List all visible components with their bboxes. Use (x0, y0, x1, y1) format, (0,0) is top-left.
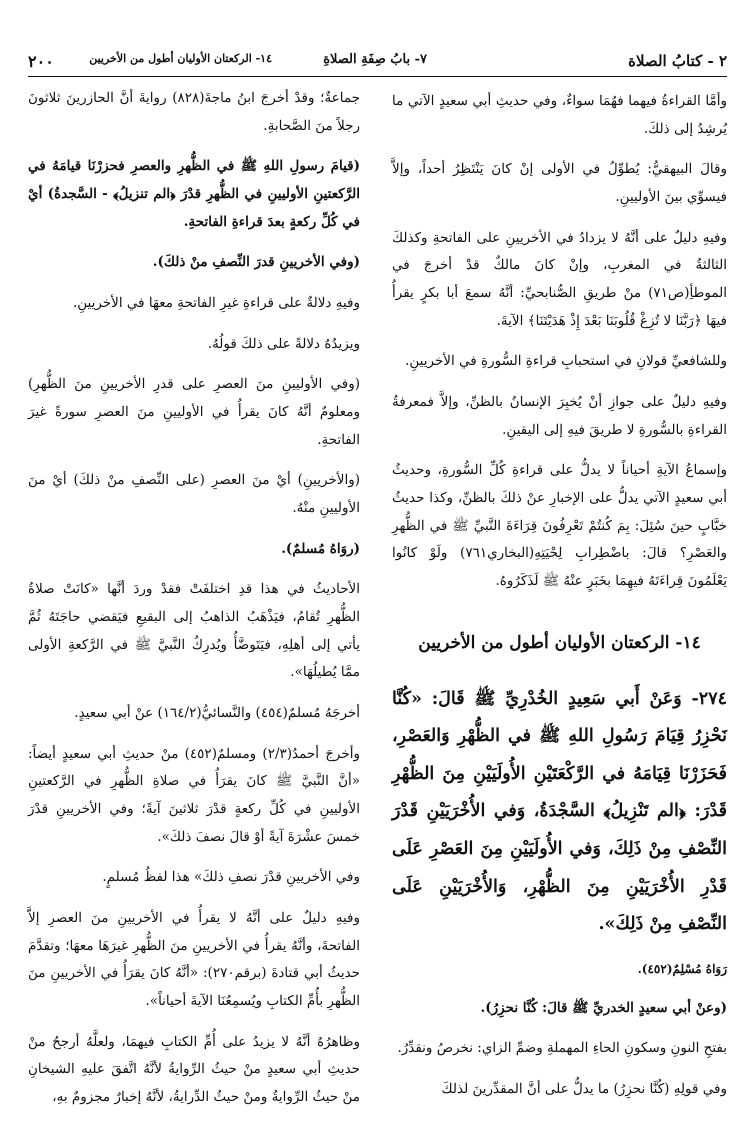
hadith-text: ٢٧٤- وَعَنْ أَبي سَعِيدٍ الخُدْرِيِّ ﷺ قَالَ: «كُنَّا نَحْزِرُ قِيَامَ رَسُولِ اللهِ ﷺ في الظُّهْرِ وَالعَصْرِ، فَحَزَرْنَا قِيَامَهُ في الرَّكْعَتَيْنِ الأُولَيَيْنِ مِنَ الظُّهْرِ قَدْرَ: ﴿الم تَنْزِيلُ﴾ السَّجْدَةُ، وَفي الأُخْرَيَيْنِ قَدْرَ النِّصْفِ مِنْ ذَلِكَ، وَفي الأُولَيَيْنِ مِنَ العَصْرِ عَلَى قَدْرِ الأُخْرَيَيْنِ مِنَ الظُّهْرِ، وَالأُخْرَيَيْنِ عَلَى النِّصْفِ مِنْ ذَلِكَ». (392, 688, 727, 935)
paragraph: وفي الأخريينِ قدْرَ نصفِ ذلكَ» هذا لفظُ مُسلمٍ. (102, 869, 360, 886)
left-column (28, 85, 360, 1125)
paragraph: جماعةٌ؛ وقدْ أخرجَ ابنُ ماجةَ(٨٢٨) روايةَ أنَّ الحازرينَ ثلاثونَ رجلاً منَ الصَّحابةِ. (28, 90, 360, 134)
running-header (28, 52, 727, 74)
page-number: ٢٠٠ (28, 52, 54, 71)
paragraph: وفيهِ دليلٌ على جوازِ أنْ يُخبِرَ الإنسانُ بالظنِّ، وإلاَّ فمعرفةُ القراءةِ بالسُّورةِ لا طريقَ فيهِ إلى اليقينِ. (392, 394, 727, 438)
header-book-title: ٢ - كتابُ الصلاة (628, 52, 727, 70)
paragraph: وللشافعيِّ قولانِ في استحبابِ قراءةِ السُّورةِ في الأخريينِ. (405, 353, 727, 370)
paragraph: وإسماعُ الآيةِ أحياناً لا يدلُّ على قراءةِ كُلِّ السُّورةِ، وحديثُ أبي سعيدٍ الآتي يدلُّ على الإخبارِ عنْ ذلكَ بالظنِّ، وكذا حديثُ خبَّابٍ حينَ سُئِلَ: بِمَ كُنتُمْ تَعْرِفُونَ قِرَاءَةَ النَّبيِّ ﷺ في الظُّهرِ والعَصْرِ؟ قالَ: باضْطِرابِ لِحْيَتِهِ(البخاري٧٦١) ولَوْ كانُوا يَعْلَمُونَ قِراءَتَهُ فيهِمَا بخَبَرٍ عنْهُ ﷺ لَذَكَرُوهُ. (392, 462, 727, 590)
paragraph: وفي قولِهِ (كُنَّا نحزِرُ) ما يدلُّ على أنَّ المقدِّرينَ لذلكَ (441, 1080, 727, 1097)
commentary-quote: (وفي الأخريينِ قدرَ النِّصفِ منْ ذلكَ). (152, 254, 360, 271)
paragraph: وفيهِ دلالةٌ على قراءةِ غيرِ الفاتحةِ معهَا في الأخريينِ. (72, 295, 360, 312)
hadith-source: رَوَاهُ مُسْلِمٌ(٤٥٢). (637, 961, 727, 976)
hadith-source: (روَاهُ مُسلمٌ). (281, 540, 360, 557)
paragraph: وقالَ البيهقيُّ: يُطوِّلُ في الأولى إنْ كانَ يَنْتَظِرُ أحداً، وإلاَّ فيسوِّي بينَ الأوليينِ. (392, 161, 727, 206)
paragraph: ويزيدُهُ دلالةً على ذلكَ قولُهُ. (207, 335, 360, 352)
commentary-quote: (قيامَ رسولِ اللهِ ﷺ في الظُّهرِ والعصرِ فحزرْنَا قيامَهُ في الرَّكعتينِ الأوليينِ في الظُّهرِ قدْرَ ﴿الم تنزيلُ﴾ - السَّجدةُ) أيْ في كُلِّ ركعةٍ بعدَ قراءةِ الفاتحةِ. (28, 158, 360, 230)
header-divider (28, 76, 727, 77)
paragraph: بفتحِ النونِ وسكونِ الحاءِ المهملةِ وضمِّ الزاي: نخرصُ ونقدِّرُ. (397, 1040, 727, 1057)
paragraph: الأحاديثُ في هذا قدِ اختلفَتْ فقدْ وردَ أنَّها «كانَتْ صلاةُ الظُّهرِ تُقامُ، فيَذْهَبُ الذاهبُ إلى البقيعِ فيَقضي حاجَتَهُ ثُمَّ يأتي إلى أهلِهِ، فيَتَوضَّأُ ويُدرِكُ النَّبيَّ ﷺ في الرَّكعةِ الأولى ممَّا يُطيلُهَا». (28, 581, 360, 681)
header-section-title: ١٤- الركعتان الأوليان أطول من الأخريين (89, 52, 272, 65)
header-chapter-title: ٧- بابُ صِفَةِ الصلاةِ (323, 52, 427, 67)
paragraph: (والأخريينِ) أيْ منَ العصرِ (على النِّصفِ منْ ذلكَ) أيْ منَ الأوليينِ منْهُ. (28, 472, 360, 517)
section-heading: ١٤- الركعتان الأوليان أطول من الأخريين (418, 632, 701, 653)
paragraph: وفيهِ دليلٌ على أنَّهُ لا يزدادُ في الأخريينِ على الفاتحةِ وكذلكَ الثالثةُ في المغربِ، وإنْ كانَ مالكٌ قدْ أخرجَ في الموطأِ(ص٧١) منْ طريقِ الصُّنابحيِّ: أنَّهُ سمعَ أبا بكرٍ يقرأُ فيهَا ﴿رَبَّنَا لا تُزِغْ قُلُوبَنَا بَعْدَ إِذْ هَدَيْتَنَا﴾ الآيةَ. (392, 229, 727, 329)
paragraph: وفيهِ دليلٌ على أنَّهُ لا يقرأُ في الأخريينِ منَ العصرِ إلاَّ الفاتحةَ، وأنَّهُ يقرأُ في الأخريينِ منَ الظُّهرِ غيرَهَا معهَا؛ وتقدَّمَ حديثُ أبي قتادةَ (برقم٢٧٠): «أنَّهُ كانَ يقرَأُ في الأخريينِ منَ الظُّهرِ بأُمِّ الكتابِ ويُسمِعُنَا الآيةَ أحياناً». (28, 910, 361, 1010)
paragraph: أخرجَهُ مُسلمٌ(٤٥٤) والنَّسائيُّ(١٦٤/٢) عنْ أبي سعيدٍ. (74, 705, 360, 722)
paragraph: (وفي الأوليينِ منَ العصرِ على قدرِ الأخريينِ منَ الظُّهرِ) ومعلومٌ أنَّهُ كانَ يقرأُ في الأوليينِ منَ العصرِ سورةً غيرَ الفاتحةِ. (28, 376, 360, 448)
commentary-quote: (وعنْ أبي سعيدٍ الخدريِّ ﷺ قالَ: كُنَّا نحزِرُ). (480, 999, 727, 1016)
paragraph: وأمَّا القراءةُ فيهما فهُمَا سواءٌ، وفي حديثِ أبي سعيدٍ الآتي ما يُرشِدُ إلى ذلكَ. (392, 93, 727, 137)
paragraph: وأخرجَ أحمدُ(٢/٣) ومسلمٌ(٤٥٢) منْ حديثِ أبي سعيدٍ أيضاً: «أنَّ النَّبيَّ ﷺ كانَ يقرَأُ في صلاةِ الظُّهرِ في الرَّكعتينِ الأوليينِ في كُلِّ ركعةٍ قدْرَ ثلاثينَ آيةً؛ وفي الأخريينِ قدْرَ خمسَ عشْرَةَ آيةً أوْ قالَ نصفَ ذلكَ». (28, 745, 360, 845)
right-column (392, 88, 727, 1117)
paragraph: وظاهرُهُ أنَّهُ لا يزيدُ على أُمِّ الكتابِ فيهمَا، ولعلَّهُ أرجحُ منْ حديثِ أبي سعيدٍ منْ حيثُ الرِّوايةُ لأنَّهُ اتَّفقَ عليهِ الشيخانِ منْ حيثُ الرِّوايةُ ومنْ حيثُ الدِّرايةُ، لأنَّهُ إخبارٌ مجزومٌ بهِ، (28, 1033, 360, 1106)
